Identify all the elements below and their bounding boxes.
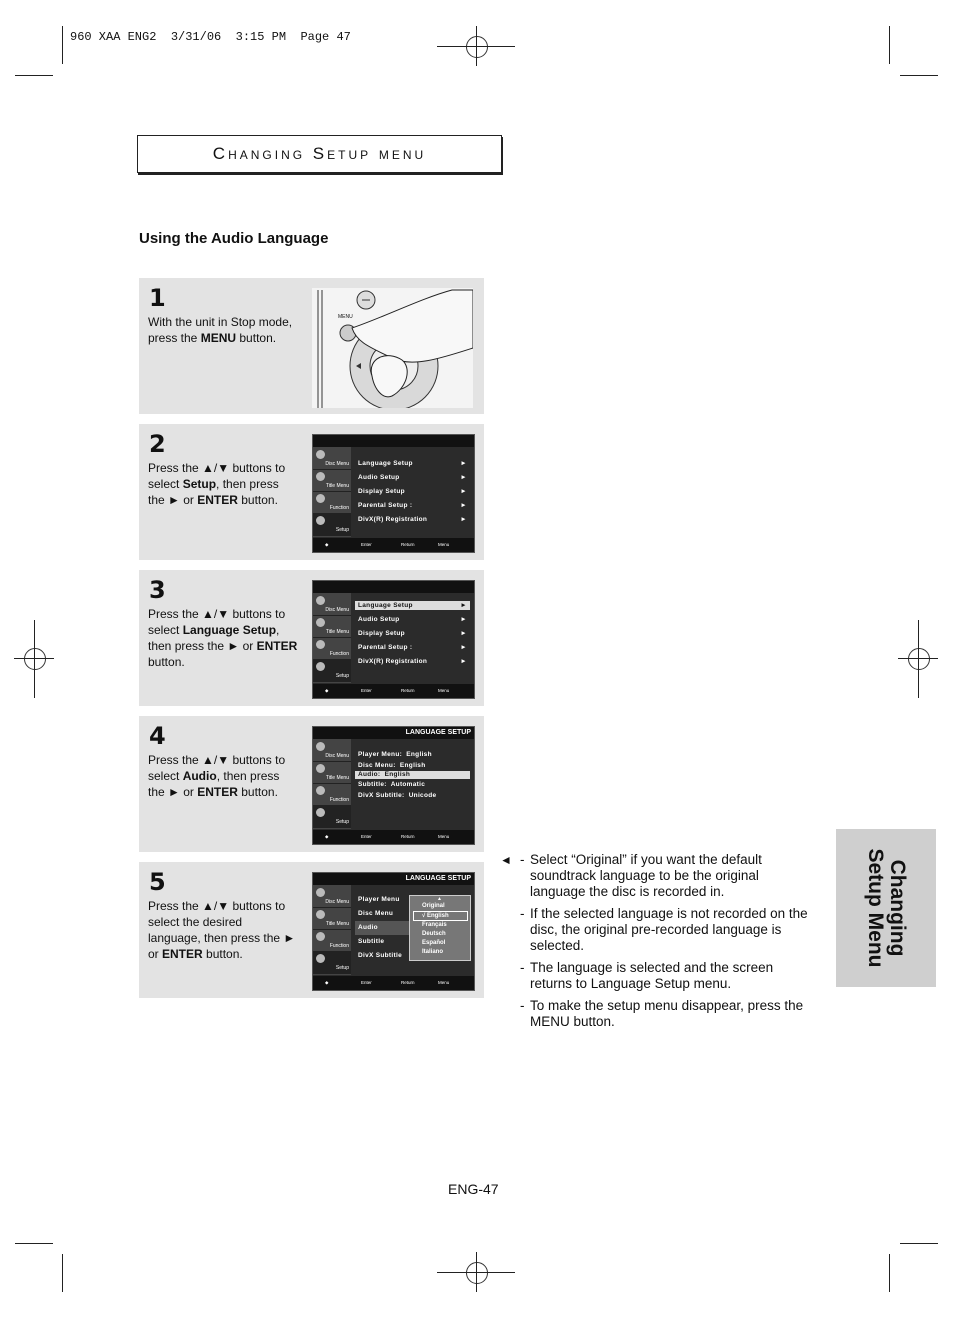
osd-setup-screen (312, 434, 475, 553)
step-number: 2 (149, 430, 166, 458)
osd-title: LANGUAGE SETUP (313, 873, 474, 885)
crop-mark (62, 26, 63, 64)
side-function: Function (313, 637, 351, 660)
osd-language-popup-screen (312, 872, 475, 991)
side-disc-menu: Disc Menu (313, 447, 351, 470)
step-number: 1 (149, 284, 166, 312)
crop-mark (476, 26, 477, 66)
option: Français (422, 922, 447, 928)
side-disc-menu: Disc Menu (313, 885, 351, 908)
note-item: - If the selected language is not recorded on the disc, the original pre-recorded language is selected. (520, 906, 808, 953)
step-number: 4 (149, 722, 166, 750)
step-5 (139, 862, 484, 998)
print-header: 960 XAA ENG2 3/31/06 3:15 PM Page 47 (70, 30, 351, 44)
side-setup: Setup (313, 805, 351, 828)
page-title-box (137, 135, 502, 173)
osd-footer: ◆ Enter Return Menu (313, 538, 474, 552)
side-title-menu: Title Menu (313, 761, 351, 784)
option: Español (422, 940, 446, 946)
crop-mark (898, 658, 938, 659)
menu-row: Subtitle (358, 938, 385, 945)
crop-mark (889, 26, 890, 64)
lang-row: Disc Menu: English (358, 762, 426, 769)
menu-row-selected: Audio (355, 921, 415, 935)
osd-side-menu (313, 447, 351, 537)
osd-footer: ◆ Enter Return Menu (313, 684, 474, 698)
crop-mark (889, 1254, 890, 1292)
crop-mark (14, 658, 54, 659)
menu-row: DivX(R) Registration ► (358, 516, 467, 523)
crop-mark (34, 620, 35, 698)
osd-footer: ◆ Enter Return Menu (313, 830, 474, 844)
osd-setup-screen (312, 580, 475, 699)
step-instruction: With the unit in Stop mode, press the MENU button. (148, 315, 293, 345)
language-options-popup: ▲ Original √ English Français Deutsch Español Italiano (409, 895, 471, 961)
step-2 (139, 424, 484, 560)
side-setup: Setup (313, 659, 351, 682)
side-tab-line: Setup Menu (864, 848, 887, 968)
menu-row: DivX(R) Registration ► (358, 658, 467, 665)
menu-row: Display Setup ► (358, 630, 467, 637)
menu-row: DivX Subtitle (358, 952, 402, 959)
step-4 (139, 716, 484, 852)
menu-row: Parental Setup : ► (358, 644, 467, 651)
crop-mark (918, 620, 919, 698)
side-setup: Setup (313, 513, 351, 536)
menu-row: Disc Menu (358, 910, 394, 917)
menu-row: Display Setup ► (358, 488, 467, 495)
section-heading: Using the Audio Language (139, 230, 329, 247)
menu-row-selected: Language Setup ► (355, 601, 470, 610)
step-instruction: Press the ▲/▼ buttons to select Language Setup, then press the ► or ENTER button. (148, 607, 298, 669)
menu-row: Language Setup ► (358, 460, 467, 467)
menu-label: MENU (338, 314, 353, 320)
osd-language-list (355, 749, 470, 801)
side-setup: Setup (313, 951, 351, 974)
page-number: ENG-47 (448, 1181, 499, 1197)
menu-row: Player Menu (358, 896, 400, 903)
lang-row: Subtitle: Automatic (358, 781, 426, 788)
side-tab-line: Changing (886, 859, 909, 957)
registration-mark (24, 648, 46, 670)
step-number: 3 (149, 576, 166, 604)
step-instruction: Press the ▲/▼ buttons to select Setup, then press the ► or ENTER button. (148, 461, 286, 507)
crop-mark (62, 1254, 63, 1292)
crop-mark (900, 1243, 938, 1244)
note-item: - To make the setup menu disappear, press the MENU button. (520, 998, 804, 1029)
osd-setup-list (355, 457, 470, 527)
osd-side-menu (313, 593, 351, 683)
step-number: 5 (149, 868, 166, 896)
chapter-side-tab (836, 829, 936, 987)
page-title: Changing Setup menu (212, 144, 427, 163)
lang-row: Player Menu: English (358, 751, 432, 758)
osd-side-menu (313, 885, 351, 975)
option: Deutsch (422, 931, 446, 937)
note-marker-icon: ◄ (500, 853, 512, 867)
menu-row: Audio Setup ► (358, 616, 467, 623)
step-1 (139, 278, 484, 414)
side-title-menu: Title Menu (313, 469, 351, 492)
note-item: ◄ - Select “Original” if you want the default soundtrack language to be the original language the disc is recorded in. (500, 852, 762, 899)
step-instruction: Press the ▲/▼ buttons to select Audio, then press the ► or ENTER button. (148, 753, 286, 799)
crop-mark (15, 75, 53, 76)
crop-mark (15, 1243, 53, 1244)
lang-row-selected: Audio: English (355, 771, 470, 779)
option-selected: √ English (413, 911, 468, 921)
osd-side-menu (313, 739, 351, 829)
registration-mark (908, 648, 930, 670)
menu-row: Parental Setup : ► (358, 502, 467, 509)
crop-mark (476, 1252, 477, 1292)
side-disc-menu: Disc Menu (313, 593, 351, 616)
osd-language-list (355, 893, 415, 963)
side-function: Function (313, 783, 351, 806)
lang-row: DivX Subtitle: Unicode (358, 792, 437, 799)
remote-illustration (312, 288, 473, 408)
osd-footer: ◆ Enter Return Menu (313, 976, 474, 990)
osd-setup-list (355, 599, 470, 669)
step-instruction: Press the ▲/▼ buttons to select the desired language, then press the ► or ENTER button. (148, 899, 296, 961)
registration-mark (466, 36, 488, 58)
option: Italiano (422, 949, 444, 955)
registration-mark (466, 1262, 488, 1284)
side-function: Function (313, 929, 351, 952)
side-function: Function (313, 491, 351, 514)
menu-row: Audio Setup ► (358, 474, 467, 481)
side-title-menu: Title Menu (313, 615, 351, 638)
step-3 (139, 570, 484, 706)
side-title-menu: Title Menu (313, 907, 351, 930)
side-disc-menu: Disc Menu (313, 739, 351, 762)
osd-language-screen (312, 726, 475, 845)
notes (500, 852, 818, 1036)
option: Original (422, 903, 445, 909)
crop-mark (900, 75, 938, 76)
note-item: - The language is selected and the screen returns to Language Setup menu. (520, 960, 774, 991)
osd-title: LANGUAGE SETUP (313, 727, 474, 739)
